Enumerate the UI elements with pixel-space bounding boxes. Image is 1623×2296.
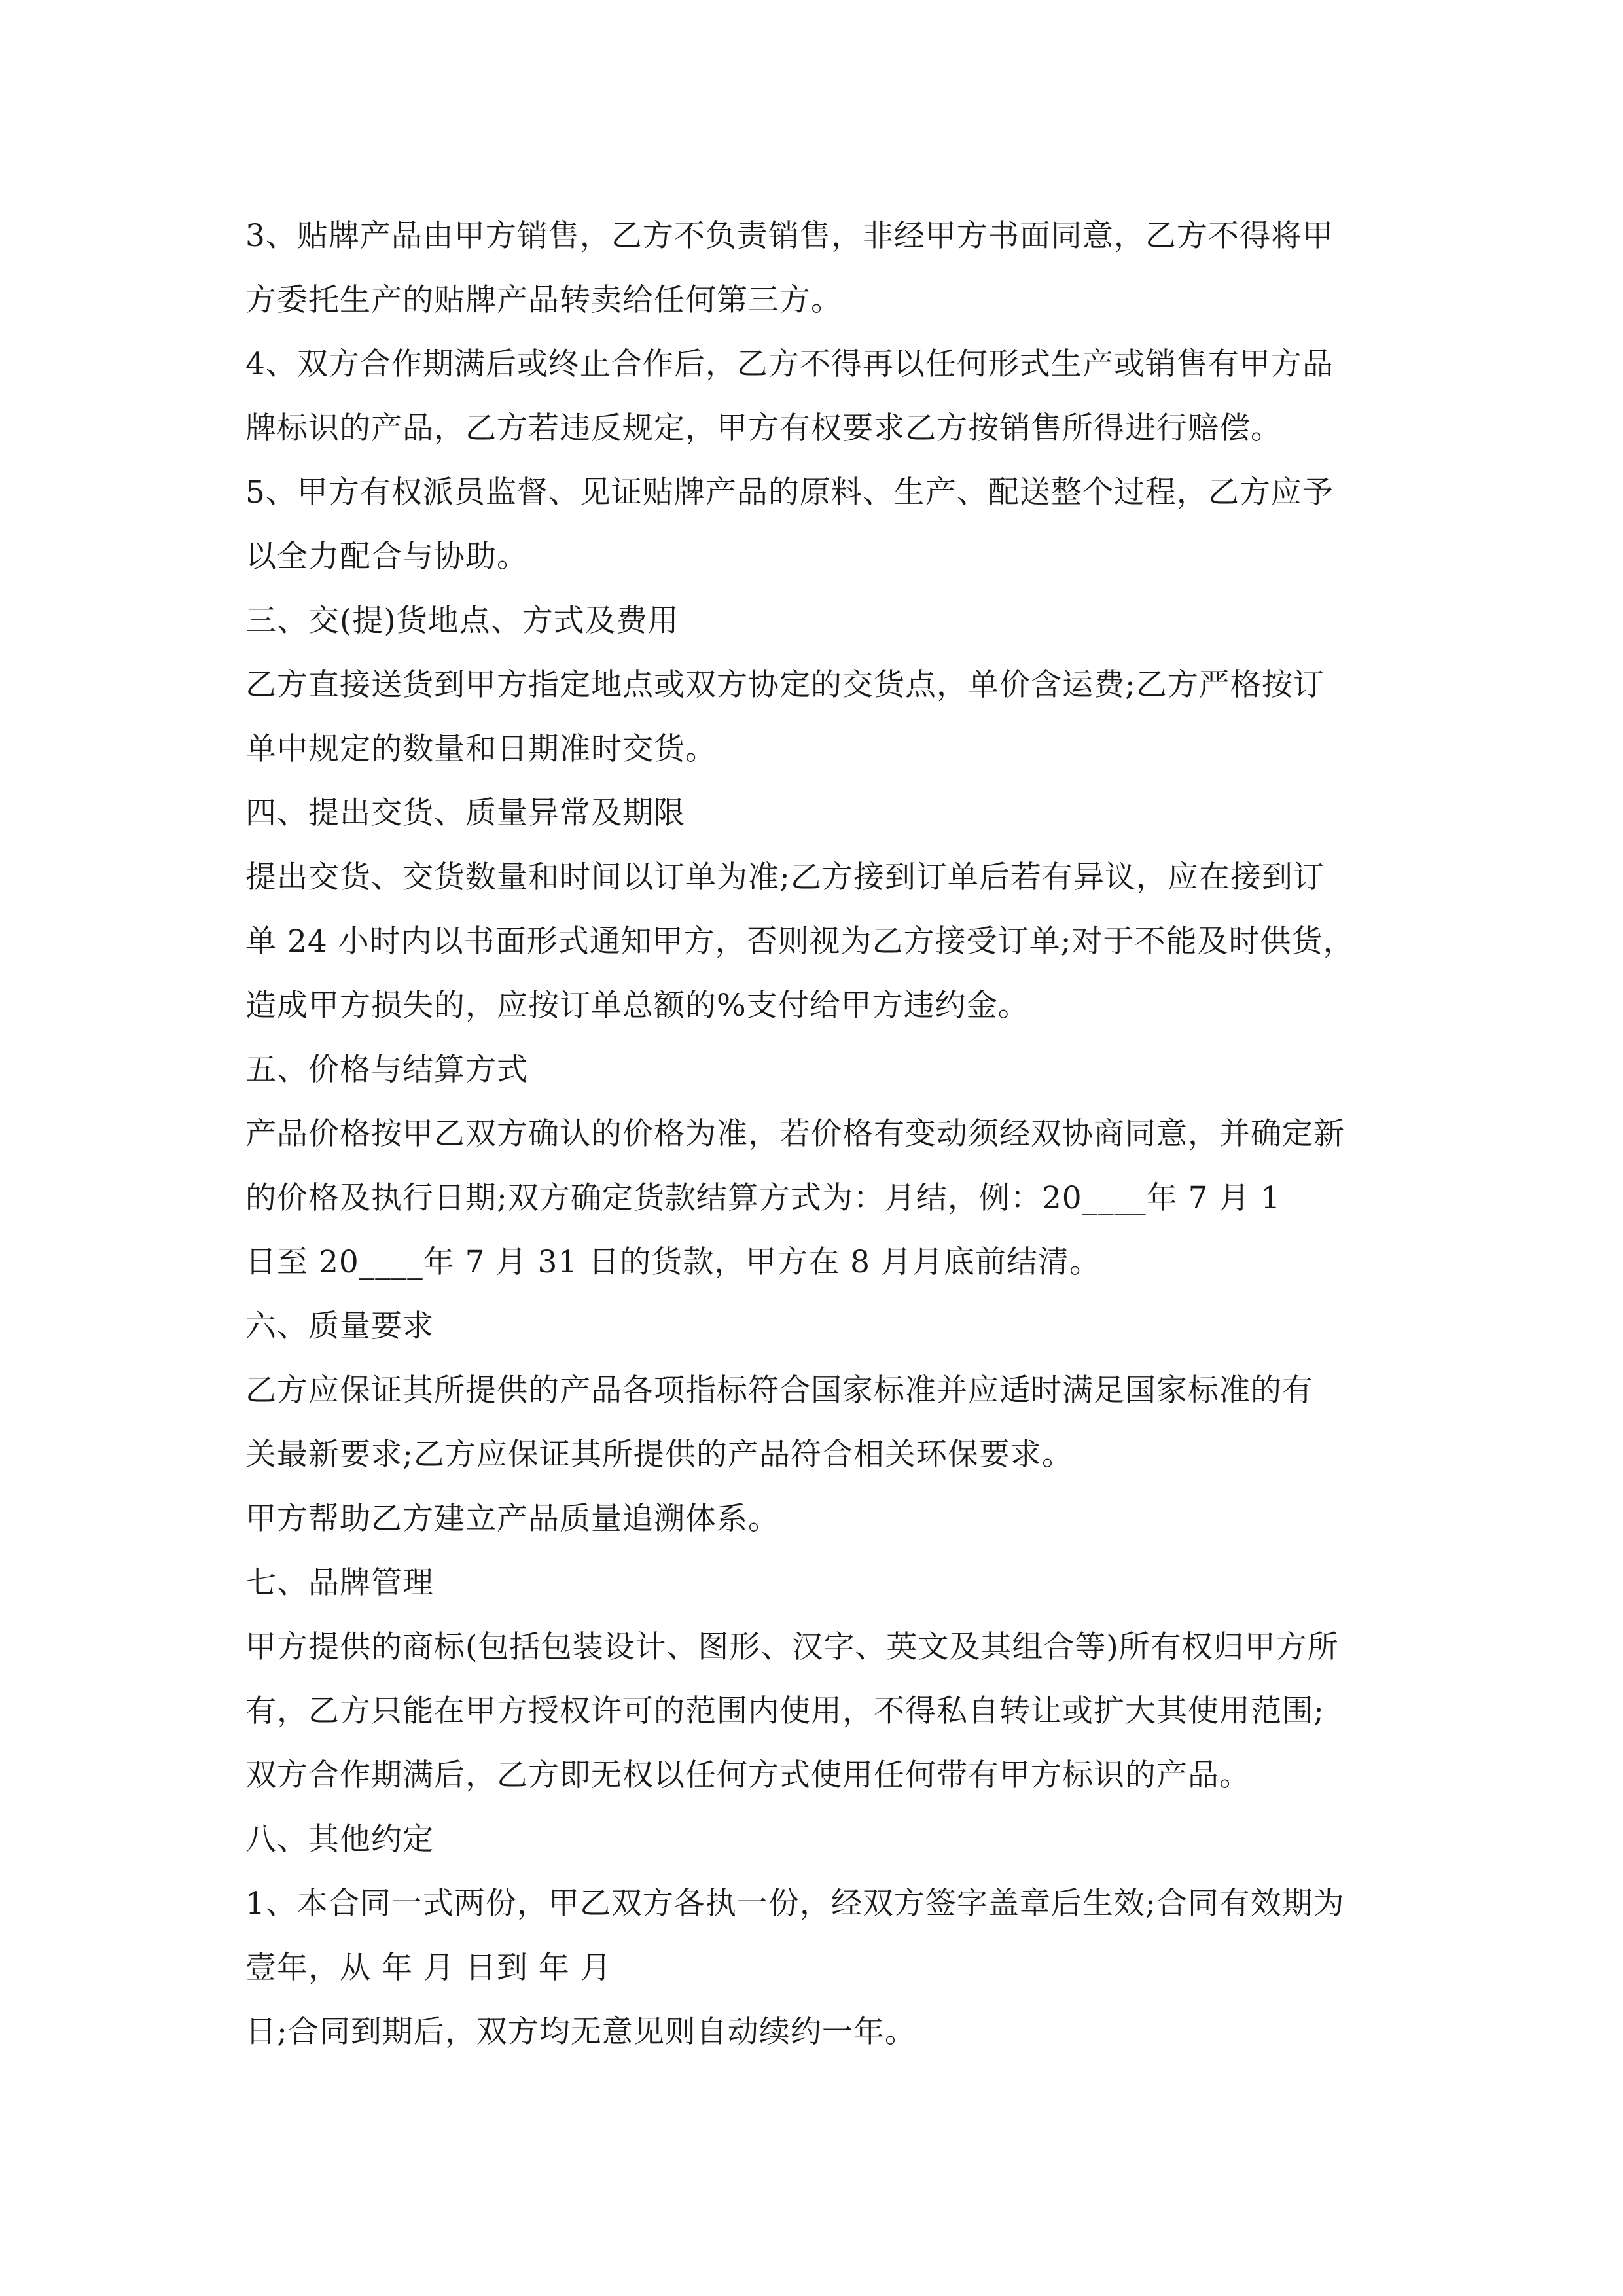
- section-heading: 五、价格与结算方式: [245, 1052, 528, 1088]
- text-line: 甲方提供的商标(包括包装设计、图形、汉字、英文及其组合等)所有权归甲方所: [245, 1629, 1339, 1665]
- text-line: 1、本合同一式两份，甲乙双方各执一份，经双方签字盖章后生效;合同有效期为: [245, 1886, 1345, 1922]
- text-line: 甲方帮助乙方建立产品质量追溯体系。: [245, 1501, 779, 1537]
- text-line: 方委托生产的贴牌产品转卖给任何第三方。: [245, 282, 842, 318]
- section-heading: 四、提出交货、质量异常及期限: [245, 795, 685, 831]
- text-line: 5、甲方有权派员监督、见证贴牌产品的原料、生产、配送整个过程，乙方应予: [245, 475, 1334, 511]
- text-line: 壹年，从 年 月 日到 年 月: [245, 1950, 612, 1986]
- text-line: 的价格及执行日期;双方确定货款结算方式为：月结，例：20____年 7 月 1: [245, 1180, 1281, 1216]
- text-line: 4、双方合作期满后或终止合作后，乙方不得再以任何形式生产或销售有甲方品: [245, 346, 1334, 382]
- text-line: 关最新要求;乙方应保证其所提供的产品符合相关环保要求。: [245, 1437, 1073, 1473]
- section-heading: 三、交(提)货地点、方式及费用: [245, 603, 679, 639]
- text-line: 单 24 小时内以书面形式通知甲方，否则视为乙方接受订单;对于不能及时供货，: [245, 924, 1355, 960]
- text-line: 乙方应保证其所提供的产品各项指标符合国家标准并应适时满足国家标准的有: [245, 1372, 1313, 1408]
- text-line: 3、贴牌产品由甲方销售，乙方不负责销售，非经甲方书面同意，乙方不得将甲: [245, 218, 1334, 254]
- section-heading: 七、品牌管理: [245, 1565, 434, 1601]
- text-line: 乙方直接送货到甲方指定地点或双方协定的交货点，单价含运费;乙方严格按订: [245, 667, 1325, 703]
- text-line: 产品价格按甲乙双方确认的价格为准，若价格有变动须经双协商同意，并确定新: [245, 1116, 1345, 1152]
- text-line: 单中规定的数量和日期准时交货。: [245, 731, 717, 767]
- text-line: 造成甲方损失的，应按订单总额的%支付给甲方违约金。: [245, 988, 1029, 1024]
- text-line: 日至 20____年 7 月 31 日的货款，甲方在 8 月月底前结清。: [245, 1244, 1101, 1280]
- text-line: 以全力配合与协助。: [245, 539, 528, 575]
- text-line: 有，乙方只能在甲方授权许可的范围内使用，不得私自转让或扩大其使用范围;: [245, 1693, 1325, 1729]
- text-line: 提出交货、交货数量和时间以订单为准;乙方接到订单后若有异议，应在接到订: [245, 859, 1325, 895]
- document-body: [245, 204, 1397, 2064]
- text-line: 双方合作期满后，乙方即无权以任何方式使用任何带有甲方标识的产品。: [245, 1757, 1251, 1793]
- section-heading: 六、质量要求: [245, 1308, 434, 1344]
- section-heading: 八、其他约定: [245, 1821, 434, 1857]
- text-line: 牌标识的产品，乙方若违反规定，甲方有权要求乙方按销售所得进行赔偿。: [245, 410, 1282, 446]
- text-line: 日;合同到期后，双方均无意见则自动续约一年。: [245, 2014, 916, 2050]
